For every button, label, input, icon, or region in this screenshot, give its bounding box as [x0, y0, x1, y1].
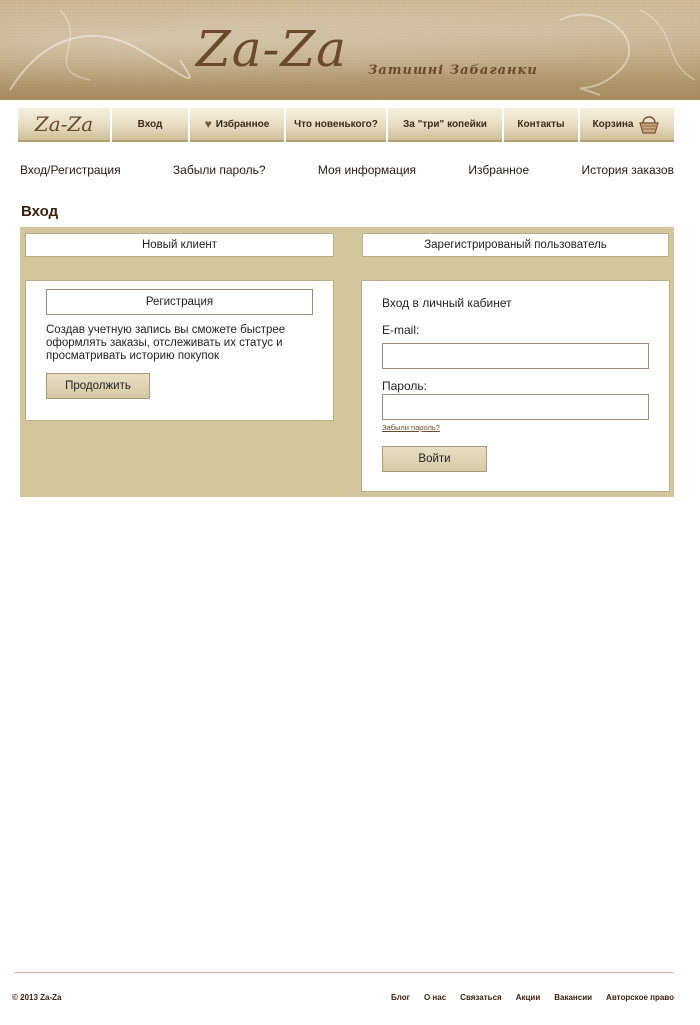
nav-item-favorites[interactable] [190, 108, 284, 142]
nav-item-label: За "три" копейки [403, 118, 487, 130]
nav-item-three-kopecks[interactable] [388, 108, 502, 142]
password-label: Пароль: [382, 379, 427, 393]
new-client-heading: Новый клиент [25, 233, 334, 257]
page-title: Вход [21, 203, 59, 220]
footer-link-copyright[interactable]: Авторское право [606, 993, 674, 1002]
password-field[interactable] [382, 394, 649, 420]
account-link-favorites[interactable]: Избранное [468, 163, 530, 177]
main-nav [18, 108, 674, 142]
nav-item-contacts[interactable] [504, 108, 578, 142]
login-button[interactable]: Войти [382, 446, 487, 472]
login-box [361, 280, 670, 492]
decorative-swirl [0, 0, 700, 100]
footer-link-promotions[interactable]: Акции [515, 993, 541, 1002]
footer-links [391, 993, 674, 1002]
new-client-box [25, 280, 334, 421]
nav-item-whats-new[interactable] [286, 108, 386, 142]
continue-button[interactable]: Продолжить [46, 373, 150, 399]
account-link-login-register[interactable]: Вход/Регистрация [20, 163, 121, 177]
nav-logo[interactable]: Za-Za [18, 108, 110, 142]
footer-divider [14, 972, 674, 973]
email-label: E-mail: [382, 323, 420, 337]
nav-item-label: Что новенького? [294, 118, 378, 130]
footer-link-about[interactable]: О нас [423, 993, 447, 1002]
registration-description: Создав учетную запись вы сможете быстрее оформлять заказы, отслеживать их статус и просматривать историю покупок [46, 324, 286, 362]
copyright: © 2013 Za-Za [12, 993, 62, 1002]
basket-icon [637, 112, 661, 136]
login-panel [20, 227, 674, 497]
header-logo[interactable]: Za-Za [196, 20, 347, 78]
nav-item-login[interactable] [112, 108, 188, 142]
nav-item-label: Корзина [592, 118, 634, 130]
registered-user-heading: Зарегистрированый пользователь [362, 233, 669, 257]
header-tagline: Затишні Забаганки [368, 63, 538, 78]
account-link-forgot-password[interactable]: Забыли пароль? [172, 163, 266, 177]
login-title: Вход в личный кабинет [382, 296, 512, 310]
forgot-password-link[interactable]: Забыли пароль? [382, 423, 440, 432]
email-field[interactable] [382, 343, 649, 369]
nav-item-label: Вход [137, 118, 163, 130]
nav-item-label: Контакты [517, 118, 565, 130]
account-links [20, 160, 674, 180]
footer-link-contact[interactable]: Связаться [460, 993, 502, 1002]
footer-link-blog[interactable]: Блог [391, 993, 410, 1002]
registration-button[interactable]: Регистрация [46, 289, 313, 315]
nav-item-cart[interactable] [580, 108, 674, 142]
account-link-order-history[interactable]: История заказов [581, 163, 674, 177]
heart-icon: ♥ [204, 117, 212, 131]
account-link-my-info[interactable]: Моя информация [317, 163, 417, 177]
footer-link-vacancies[interactable]: Вакансии [554, 993, 593, 1002]
nav-item-label: Избранное [215, 118, 270, 130]
header-banner [0, 0, 700, 100]
